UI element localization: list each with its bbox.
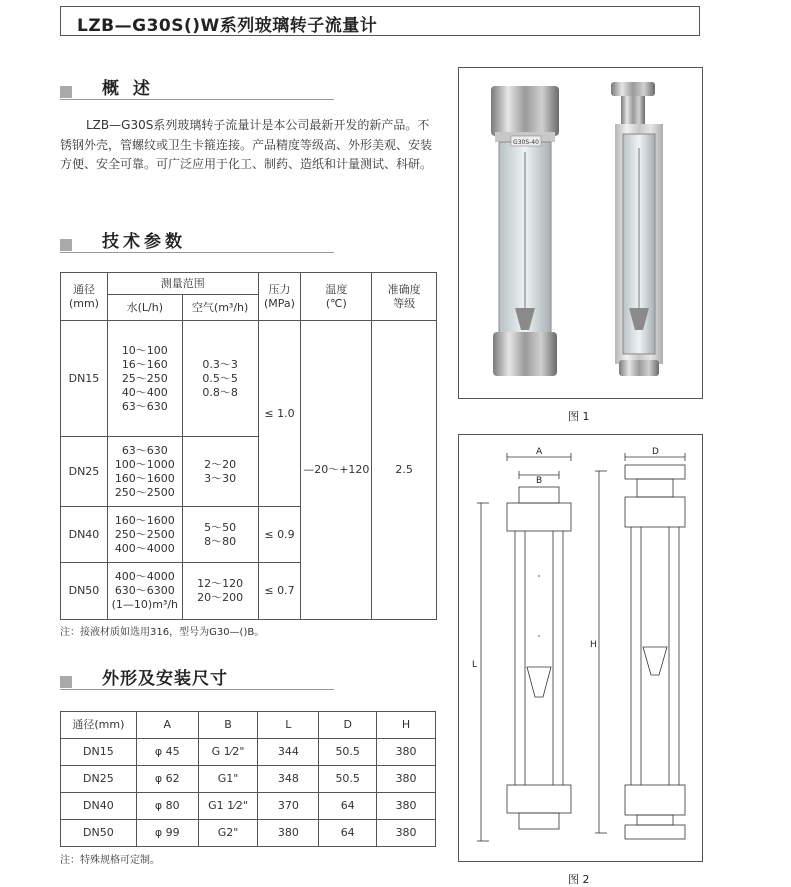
spec-table [60,272,437,620]
table-header-row [61,712,436,739]
section-underline [60,689,334,690]
section-underline [60,99,334,100]
cell: G 1⁄2" [198,739,258,766]
dim-label-d: D [652,447,659,457]
section-marker-square [60,676,72,688]
section-marker-square [60,239,72,251]
section-marker-square [60,86,72,98]
section-header-overview [60,76,334,100]
cell: G1 1⁄2" [198,793,258,820]
title-box [60,6,700,36]
header-cell: L [258,712,319,739]
header-pressure: 压力 (MPa) [258,273,301,321]
dimension-drawing [459,435,702,861]
dim-label-b: B [536,476,543,486]
cell: DN40 [61,793,137,820]
header-range: 测量范围 [107,273,258,295]
cell-water: 160～1600 250～2500 400～4000 [107,507,182,563]
flowmeter-sanitary [611,82,663,376]
dimensions-table [60,711,436,847]
cell: 344 [258,739,319,766]
header-diameter: 通径 (mm) [61,273,108,321]
drawing-threaded-meter [477,453,571,841]
cell: 50.5 [319,739,377,766]
table-row [61,321,437,437]
flowmeter-threaded [491,86,559,376]
cell: 370 [258,793,319,820]
section-header-dimensions [60,666,334,690]
cell-accuracy: 2.5 [372,321,437,620]
figure-1-frame [458,67,703,399]
cell: φ 99 [136,820,198,847]
cell-dn: DN15 [61,321,108,437]
header-water: 水(L/h) [107,295,182,321]
cell-dn: DN50 [61,563,108,620]
cell: G2" [198,820,258,847]
overview-text: LZB—G30S系列玻璃转子流量计是本公司最新开发的新产品。不锈钢外壳，管螺纹或卫生卡箍连接。产品精度等级高、外形美观、安装方便、安全可靠。可广泛应用于化工、制药、造纸和计量测试、科研。 [60,118,433,171]
cell: 380 [377,820,436,847]
plate-text: G30S-40 [513,139,539,146]
cell-air: 2～20 3～30 [182,437,258,507]
cell-air: 0.3～3 0.5～5 0.8～8 [182,321,258,437]
table-row [61,820,436,847]
header-accuracy: 准确度 等级 [372,273,437,321]
section-title-overview: 概 述 [102,79,154,99]
section-title-specs: 技术参数 [102,232,186,252]
header-cell: A [136,712,198,739]
cell: 380 [377,739,436,766]
section-underline [60,252,334,253]
cell: DN50 [61,820,137,847]
page-title: LZB—G30S()W系列玻璃转子流量计 [77,16,378,36]
section-header-specs [60,229,334,253]
cell: 380 [377,766,436,793]
cell: DN15 [61,739,137,766]
cell-dn: DN25 [61,437,108,507]
cell-water: 10～100 16～160 25～250 40～400 63～630 [107,321,182,437]
figure-1-caption: 图 1 [568,410,590,423]
cell: 380 [258,820,319,847]
cell: φ 80 [136,793,198,820]
header-air: 空气(m³/h) [182,295,258,321]
cell-pressure: ≤ 0.7 [258,563,301,620]
cell: 64 [319,820,377,847]
header-cell: 通径(mm) [61,712,137,739]
cell: G1" [198,766,258,793]
cell-air: 12～120 20～200 [182,563,258,620]
header-cell: H [377,712,436,739]
cell: 50.5 [319,766,377,793]
figure-2-caption: 图 2 [568,873,590,886]
cell-temperature: —20～+120 [301,321,372,620]
table-row [61,766,436,793]
cell-pressure: ≤ 1.0 [258,321,301,507]
cell: 380 [377,793,436,820]
table-row [61,793,436,820]
header-cell: B [198,712,258,739]
cell-air: 5～50 8～80 [182,507,258,563]
cell: φ 45 [136,739,198,766]
dim-label-a: A [536,447,543,457]
cell-water: 400～4000 630～6300 (1—10)m³/h [107,563,182,620]
cell: φ 62 [136,766,198,793]
figure-2-frame [458,434,703,862]
cell-water: 63～630 100～1000 160～1600 250～2500 [107,437,182,507]
flowmeter-photo [459,68,702,398]
table-row [61,739,436,766]
cell: 348 [258,766,319,793]
cell-pressure: ≤ 0.9 [258,507,301,563]
section-title-dimensions: 外形及安装尺寸 [102,669,228,689]
overview-paragraph [60,116,438,175]
plate-label [511,136,541,146]
cell-dn: DN40 [61,507,108,563]
cell: 64 [319,793,377,820]
spec-note: 注：接液材质如选用316，型号为G30—()B。 [60,627,265,638]
dim-label-l: L [472,660,478,670]
header-temperature: 温度 (℃) [301,273,372,321]
header-cell: D [319,712,377,739]
drawing-sanitary-meter [595,453,685,839]
dim-label-h: H [590,640,597,650]
cell: DN25 [61,766,137,793]
dimensions-note: 注：特殊规格可定制。 [60,855,160,866]
